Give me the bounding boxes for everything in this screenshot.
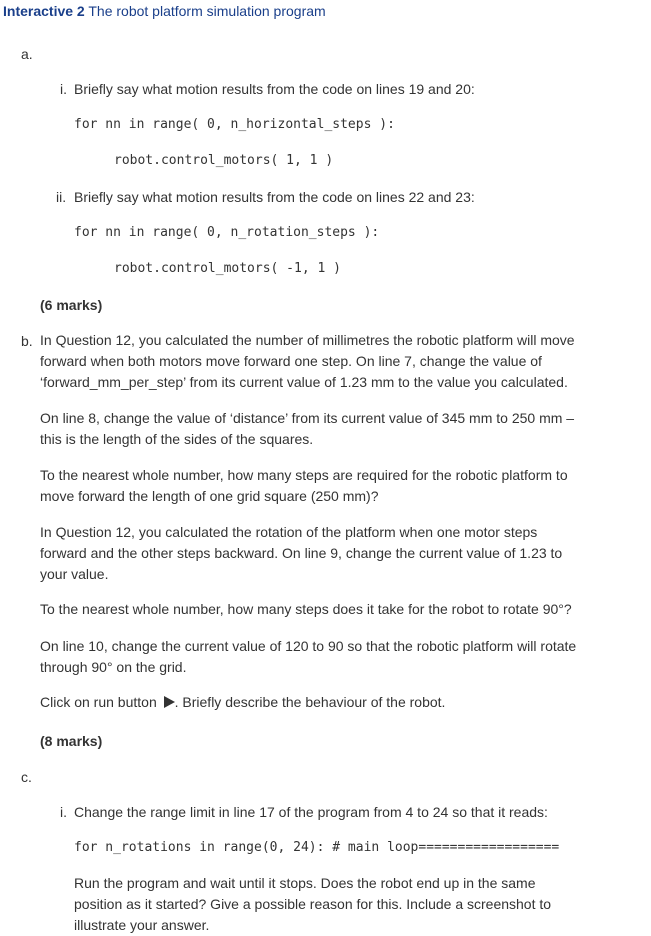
run-instruction-suffix: . Briefly describe the behaviour of the robot. [174,694,446,710]
part-a-letter: a. [21,46,33,62]
part-b-paragraph-7 [40,692,600,713]
part-c-paragraph: Run the program and wait until it stops. Does the robot end up in the same position as it started? Give a possible reason for this. Include a screenshot to illustrate your answer. [74,875,552,933]
part-b-paragraph-6: On line 10, change the current value of 120 to 90 so that the robotic platform will rotate through 90° on the grid. [40,638,577,675]
code-line-22: for nn in range( 0, n_rotation_steps ): [74,225,380,240]
part-a-ii-number: ii. [56,189,67,205]
part-b-paragraph-1: In Question 12, you calculated the number of millimetres the robotic platform will move forward when both motors move forward one step. On line 7, change the value of ‘forward_mm_per_step’ from its current value of 1.23 mm to the value you calculated. [40,332,575,390]
run-instruction-text: Click on run button [40,694,157,710]
title-text: The robot platform simulation program [88,3,326,19]
run-button-icon [164,696,175,708]
code-line-17: for n_rotations in range(0, 24): # main loop================== [74,840,560,855]
part-a-marks: (6 marks) [40,297,103,313]
part-b-letter: b. [21,333,33,349]
code-line-20: robot.control_motors( 1, 1 ) [114,153,334,168]
part-b-marks: (8 marks) [40,733,103,749]
part-b-paragraph-4: In Question 12, you calculated the rotation of the platform when one motor steps forward and the other steps backward. On line 9, change the current value of 1.23 to your value. [40,524,563,582]
part-b-paragraph-3: To the nearest whole number, how many steps are required for the robotic platform to move forward the length of one grid square (250 mm)? [40,467,568,504]
part-a-i-text: Briefly say what motion results from the code on lines 19 and 20: [74,81,475,97]
interactive-label: Interactive 2 [3,3,85,19]
part-a-i-number: i. [60,81,67,97]
part-a-ii-text: Briefly say what motion results from the code on lines 22 and 23: [74,189,475,205]
part-c-i-text: Change the range limit in line 17 of the program from 4 to 24 so that it reads: [74,804,548,820]
page-title [3,3,326,19]
part-c-letter: c. [21,769,32,785]
part-b-paragraph-5: To the nearest whole number, how many steps does it take for the robot to rotate 90°? [40,601,572,617]
code-line-19: for nn in range( 0, n_horizontal_steps ): [74,117,395,132]
part-c-i-number: i. [60,804,67,820]
code-line-23: robot.control_motors( -1, 1 ) [114,261,341,276]
part-b-paragraph-2: On line 8, change the value of ‘distance’ from its current value of 345 mm to 250 mm – this is the length of the sides of the squares. [40,410,575,447]
